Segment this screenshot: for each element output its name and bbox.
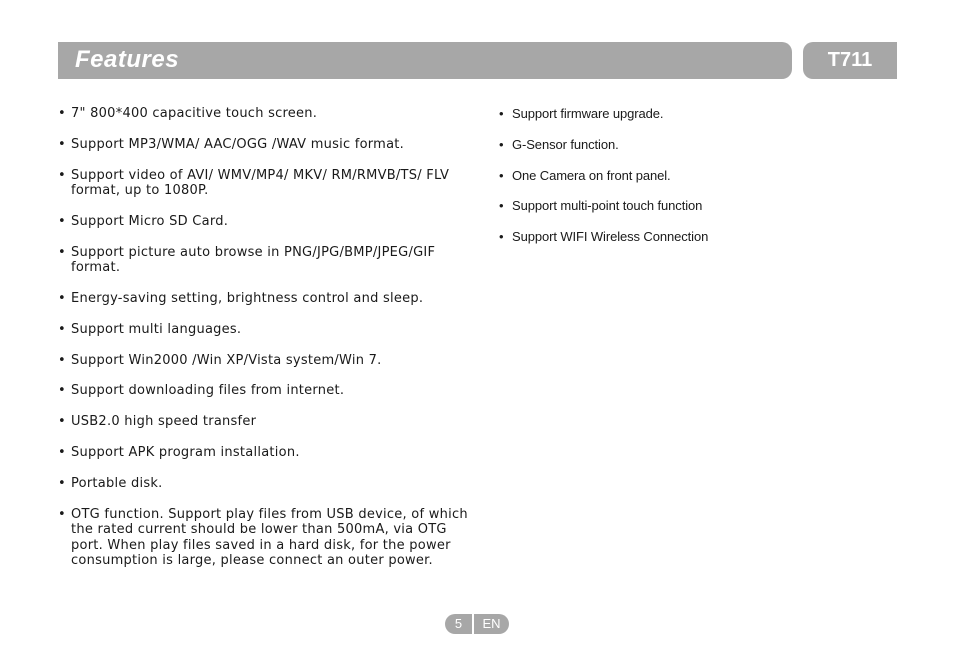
feature-item: • Energy-saving setting, brightness control and sleep. [58, 291, 478, 307]
feature-item: • Support MP3/WMA/ AAC/OGG /WAV music format. [58, 137, 478, 153]
feature-item: • Support APK program installation. [58, 445, 478, 461]
feature-item: • Support multi-point touch function [499, 198, 859, 214]
header-bar [58, 42, 792, 79]
model-label: T711 [827, 49, 873, 71]
feature-item: • Support firmware upgrade. [499, 106, 859, 122]
page-footer [445, 614, 509, 634]
feature-item: • G-Sensor function. [499, 137, 859, 153]
page-title: Features [75, 46, 180, 73]
feature-item: • Portable disk. [58, 476, 478, 492]
feature-list-right [499, 106, 859, 260]
feature-item: • Support picture auto browse in PNG/JPG/BMP/JPEG/GIF format. [58, 245, 478, 276]
feature-item: • OTG function. Support play files from USB device, of which the rated current should be lower than 500mA, via OTG port. When play files saved in a hard disk, for the power consumption is large, please connect an outer power. [58, 507, 478, 569]
feature-item: • Support multi languages. [58, 322, 478, 338]
feature-item: • Support downloading files from internet. [58, 383, 478, 399]
feature-item: • Support WIFI Wireless Connection [499, 229, 859, 245]
feature-item: • Support video of AVI/ WMV/MP4/ MKV/ RM/RMVB/TS/ FLV format, up to 1080P. [58, 168, 478, 199]
language-label: EN [474, 614, 509, 634]
feature-item: • Support Micro SD Card. [58, 214, 478, 230]
feature-item: • Support Win2000 /Win XP/Vista system/Win 7. [58, 353, 478, 369]
feature-item: • USB2.0 high speed transfer [58, 414, 478, 430]
feature-item: • 7" 800*400 capacitive touch screen. [58, 106, 478, 122]
feature-list-left [58, 106, 478, 584]
page-number: 5 [445, 614, 472, 634]
model-badge [803, 42, 897, 79]
feature-item: • One Camera on front panel. [499, 168, 859, 184]
